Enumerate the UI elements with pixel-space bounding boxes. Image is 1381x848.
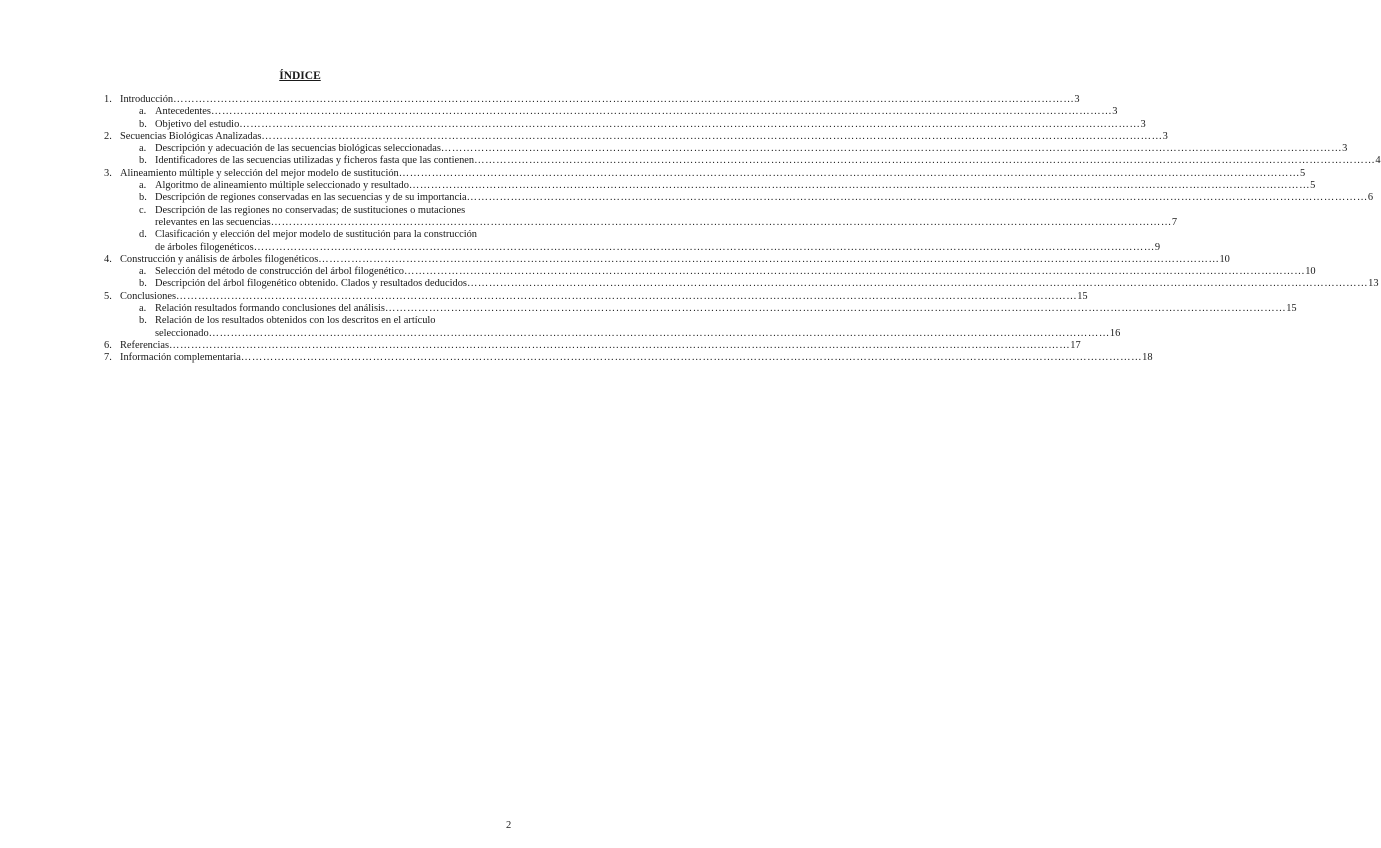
toc-subentry-label: Descripción y adecuación de las secuencias biológicas seleccionadas [155,143,441,155]
toc-subentry[interactable] [104,315,1121,340]
toc-entry-number: 5. [104,290,112,302]
toc-subentry-letter: a. [139,143,147,155]
leader-dots: ………………………………………………………………………………………………………………………………………………………………………………………………………………………… [398,167,1300,179]
toc-subentry-label: Algoritmo de alineamiento múltiple seleccionado y resultado [155,180,409,192]
toc-entry[interactable] [104,167,1306,180]
leader-dots: ………………………………………………………………………………………………………………………………………………………………………………………………………………………… [466,192,1368,204]
toc-entry-label: Referencias [120,339,170,351]
toc-subentry-label: Identificadores de las secuencias utilizadas y ficheros fasta que las contienen [155,155,475,167]
toc-subentry-label: Descripción de regiones conservadas en las secuencias y de su importancia [155,192,467,204]
toc-subentry[interactable] [104,155,1381,167]
leader-dots: ………………………………………………………………………………………………………………………………………………………………………………………………………………………… [169,339,1071,351]
toc-entry-page: 15 [1077,290,1088,302]
toc-subentry-page: 5 [1310,180,1316,192]
toc-entry-label: Introducción [120,94,174,105]
toc-subentry[interactable] [104,278,1379,290]
toc-entry[interactable] [104,253,1230,266]
leader-dots: ………………………………………………………………………………………………………………………………………………………………………………………………………………………… [176,290,1078,302]
toc-entry-page: 5 [1300,167,1306,179]
toc-subentry-page: 13 [1368,278,1379,290]
leader-dots: ………………………………………………………………………………………………………………………………………………………………………………………………………………………… [253,241,1155,253]
leader-dots: ………………………………………………………………………………………………………………………………………………………………………………………………………………………… [440,143,1343,155]
toc-entry-page: 18 [1142,352,1153,364]
toc-subentry-letter: a. [139,106,147,118]
toc-subentry-letter: b. [139,155,147,167]
toc-entry-number: 1. [104,94,112,105]
toc-subentry-page: 9 [1154,241,1161,253]
toc-subentry-letter: a. [139,303,147,315]
leader-dots: ………………………………………………………………………………………………………………………………………………………………………………………………………………………… [208,327,1110,339]
table-of-contents [104,94,1381,365]
toc-subentry-label: Clasificación y elección del mejor modelo de sustitución para la construcción [155,229,478,241]
toc-subentry[interactable] [104,204,1178,230]
toc-entry[interactable] [104,339,1081,352]
toc-entry-number: 2. [104,130,112,142]
toc-subentry[interactable] [104,106,1118,118]
leader-dots: ………………………………………………………………………………………………………………………………………………………………………………………………………………………… [384,303,1287,315]
toc-subentry-page: 3 [1112,106,1118,118]
toc-subentry-letter: a. [139,180,147,192]
toc-subentry-label-cont: de árboles filogenéticos [155,241,254,253]
leader-dots: ………………………………………………………………………………………………………………………………………………………………………………………………………………………… [466,278,1369,290]
toc-entry[interactable] [104,130,1168,143]
leader-dots: ………………………………………………………………………………………………………………………………………………………………………………………………………………………… [318,253,1220,265]
toc-subentry[interactable] [104,118,1146,131]
toc-subentry-page: 6 [1367,192,1374,204]
toc-entry-label: Secuencias Biológicas Analizadas [120,130,262,142]
leader-dots: ………………………………………………………………………………………………………………………………………………………………………………………………………………………… [240,352,1143,364]
toc-subentry-letter: b. [139,278,147,290]
toc-subentry-label-cont: seleccionado [155,327,209,339]
toc-entry-number: 6. [104,339,112,351]
toc-subentry-letter: b. [139,192,147,204]
toc-subentry[interactable] [104,229,1161,254]
toc-subentry-letter: c. [139,204,147,216]
leader-dots: ………………………………………………………………………………………………………………………………………………………………………………………………………………………… [408,180,1311,192]
toc-entry-page: 17 [1070,339,1081,351]
toc-subentry[interactable] [104,180,1316,192]
toc-subentry-page: 3 [1140,118,1146,130]
toc-entry-page: 3 [1162,130,1168,142]
toc-subentry[interactable] [104,303,1297,315]
toc-subentry-page: 7 [1171,216,1178,228]
leader-dots: ………………………………………………………………………………………………………………………………………………………………………………………………………………………… [474,155,1376,167]
toc-subentry-label: Descripción del árbol filogenético obtenido. Clados y resultados deducidos [155,278,467,290]
toc-subentry-label: Descripción de las regiones no conservadas; de sustituciones o mutaciones [155,204,466,216]
toc-subentry-label: Relación de los resultados obtenidos con los descritos en el artículo [155,315,436,327]
toc-subentry-label: Selección del método de construcción del árbol filogenético [155,266,404,278]
leader-dots: ………………………………………………………………………………………………………………………………………………………………………………………………………………………… [261,130,1163,142]
toc-subentry-page: 3 [1342,143,1348,155]
toc-entry-page: 10 [1219,253,1230,265]
toc-subentry-label: Relación resultados formando conclusiones del análisis [155,303,385,315]
toc-subentry-page: 4 [1375,155,1381,167]
toc-subentry[interactable] [104,143,1348,155]
toc-subentry-label-cont: relevantes en las secuencias [155,216,271,228]
toc-subentry-page: 15 [1286,303,1297,315]
leader-dots: ………………………………………………………………………………………………………………………………………………………………………………………………………………………… [210,106,1113,118]
toc-subentry-letter: a. [139,266,147,278]
leader-dots: ………………………………………………………………………………………………………………………………………………………………………………………………………………………… [239,118,1141,130]
leader-dots: ………………………………………………………………………………………………………………………………………………………………………………………………………………………… [404,266,1306,278]
toc-subentry-letter: d. [139,229,147,241]
leader-dots: ………………………………………………………………………………………………………………………………………………………………………………………………………………………… [173,94,1075,105]
toc-entry-label: Información complementaria [120,352,241,364]
toc-entry-label: Alineamiento múltiple y selección del mejor modelo de sustitución [120,167,399,179]
toc-subentry-page: 16 [1109,327,1121,339]
toc-title: ÍNDICE [279,70,321,82]
toc-entry-number: 4. [104,253,112,265]
toc-subentry-letter: b. [139,118,147,130]
toc-subentry[interactable] [104,266,1316,278]
toc-entry[interactable] [104,352,1153,364]
toc-entry[interactable] [104,290,1088,303]
toc-entry-label: Construcción y análisis de árboles filogenéticos [120,253,319,265]
toc-entry-number: 3. [104,167,112,179]
leader-dots: ………………………………………………………………………………………………………………………………………………………………………………………………………………………… [270,216,1172,228]
toc-subentry-label: Objetivo del estudio [155,118,240,130]
page-number: 2 [506,820,512,831]
toc-subentry[interactable] [104,192,1374,204]
toc-subentry-label: Antecedentes [155,106,211,118]
toc-entry-page: 3 [1074,94,1080,105]
toc-subentry-letter: b. [139,315,147,327]
toc-subentry-page: 10 [1305,266,1316,278]
toc-entry-number: 7. [104,352,112,364]
toc-entry-label: Conclusiones [120,290,176,302]
toc-entry[interactable] [104,94,1080,106]
